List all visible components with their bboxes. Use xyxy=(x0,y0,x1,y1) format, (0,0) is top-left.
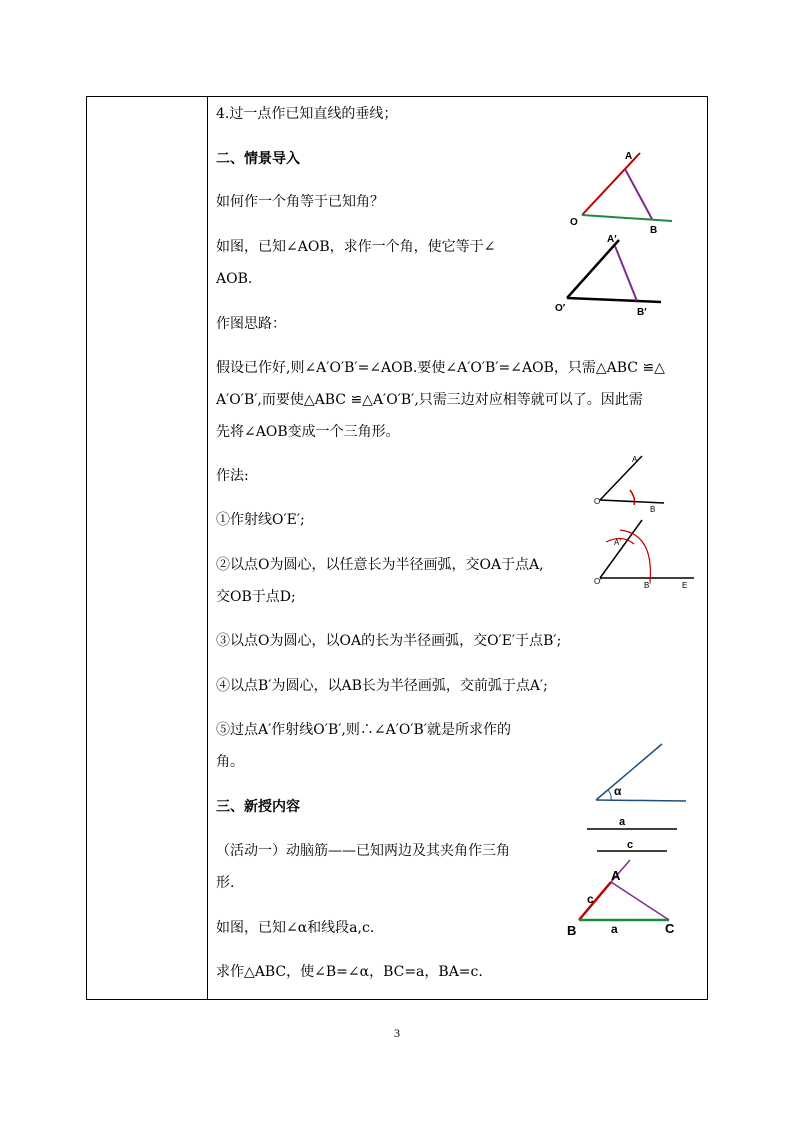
label-segment-c: c xyxy=(627,839,634,851)
figure-angle-alpha xyxy=(590,740,690,806)
label-alpha: α xyxy=(614,784,622,798)
label-side-c: c xyxy=(587,892,594,906)
text-idea-3: 先将∠AOB变成一个三角形。 xyxy=(216,424,400,440)
label-e: E xyxy=(682,581,688,590)
label-side-a: a xyxy=(611,922,618,936)
text-step-1: ①作射线O′E′; xyxy=(216,512,305,528)
ray-ob-small xyxy=(600,500,664,503)
ray-alpha-upper xyxy=(596,744,662,800)
arc-small-red xyxy=(630,490,635,505)
label-o-prime: O′ xyxy=(555,303,566,314)
ray-o-prime-a-prime-small xyxy=(600,520,642,578)
segment-ab xyxy=(625,169,652,219)
figure-segments xyxy=(585,812,681,854)
section-heading-scenario: 二、情景导入 xyxy=(216,151,300,167)
label-b-prime-small: B′ xyxy=(644,581,651,590)
label-segment-a: a xyxy=(619,816,626,828)
text-step-4: ④以点B′为圆心，以AB长为半径画弧，交前弧于点A′; xyxy=(216,678,548,694)
page-number: 3 xyxy=(394,1026,400,1040)
figure-angle-aob xyxy=(560,145,680,235)
label-o-prime-small: O′ xyxy=(594,577,602,586)
label-a-prime-small: A′ xyxy=(614,538,621,547)
segment-a-prime-b-prime xyxy=(615,246,637,301)
figure-ray-construction xyxy=(592,512,696,592)
text-question: 如何作一个角等于已知角？ xyxy=(216,194,384,210)
text-activity-1b: 形. xyxy=(216,875,235,891)
label-triangle-c: C xyxy=(665,921,675,936)
text-step-2a: ②以点O为圆心，以任意长为半径画弧，交OA于点A, xyxy=(216,557,544,573)
label-o-small: O xyxy=(594,497,601,506)
text-given-angle-2: AOB. xyxy=(216,271,253,287)
text-method-heading: 作法: xyxy=(216,468,249,484)
text-activity-1a: （活动一）动脑筋——已知两边及其夹角作三角 xyxy=(216,843,510,859)
figure-triangle-abc xyxy=(565,860,685,940)
text-step-5a: ⑤过点A′作射线O′B′,则∴∠A′O′B′就是所求作的 xyxy=(216,722,512,738)
text-line-perpendicular: 4.过一点作已知直线的垂线； xyxy=(216,106,398,122)
text-idea-heading: 作图思路： xyxy=(216,316,286,332)
text-step-3: ③以点O为圆心，以OA的长为半径画弧，交O′E′于点B′; xyxy=(216,633,562,649)
label-a-small: A xyxy=(632,455,638,464)
label-triangle-b: B xyxy=(567,923,577,938)
text-construct-triangle: 求作△ABC，使∠B=∠α，BC=a，BA=c. xyxy=(216,964,483,980)
text-given-angle-1: 如图，已知∠AOB，求作一个角，使它等于∠ xyxy=(216,239,496,255)
text-idea-1: 假设已作好,则∠A′O′B′=∠AOB.要使∠A′O′B′=∠AOB，只需△ABC ≌△ xyxy=(216,360,665,376)
label-o: O xyxy=(570,217,578,228)
arc-red-large xyxy=(620,530,650,582)
ray-o-prime-a-prime xyxy=(567,240,619,298)
text-step-5b: 角。 xyxy=(216,754,244,770)
figure-arc-construction xyxy=(592,450,672,514)
section-heading-new-content: 三、新授内容 xyxy=(216,799,300,815)
ray-alpha-lower xyxy=(596,800,686,801)
label-triangle-a: A xyxy=(611,868,621,883)
text-step-2b: 交OB于点D; xyxy=(216,589,296,605)
label-a: A xyxy=(625,151,633,162)
arc-alpha xyxy=(608,790,611,800)
figure-angle-a-prime xyxy=(553,232,673,322)
side-ac xyxy=(611,882,669,920)
label-b: B xyxy=(650,225,658,236)
label-b-small: B xyxy=(650,505,656,514)
ray-o-prime-b-prime xyxy=(567,298,661,302)
column-divider xyxy=(207,97,208,999)
ray-oa xyxy=(582,153,640,215)
label-b-prime: B′ xyxy=(637,307,647,318)
side-ba xyxy=(579,882,611,920)
text-given-alpha: 如图，已知∠α和线段a,c. xyxy=(216,920,375,936)
ray-ob xyxy=(582,215,672,221)
text-idea-2: A′O′B′,而要使△ABC ≌△A′O′B′,只需三边对应相等就可以了。因此需 xyxy=(216,392,643,408)
label-a-prime: A′ xyxy=(607,234,617,245)
